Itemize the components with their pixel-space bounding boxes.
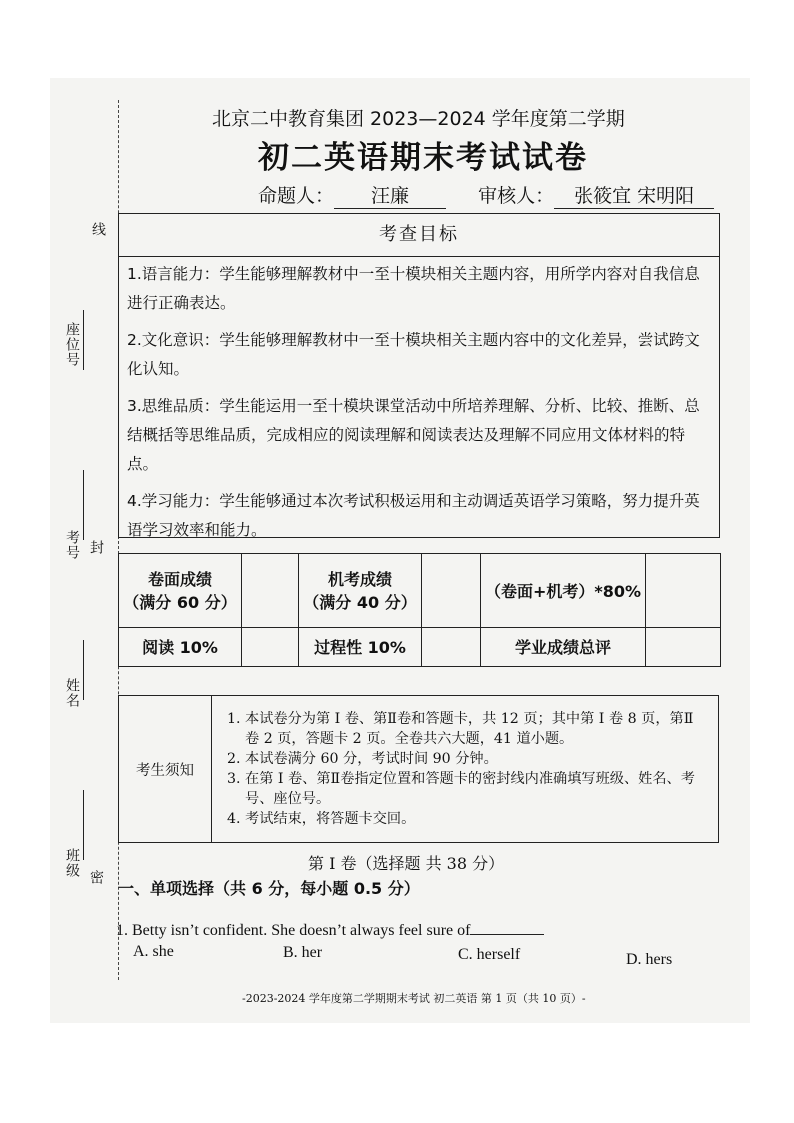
total-score-cell[interactable] xyxy=(646,627,721,666)
binding-line-label: 线 xyxy=(90,222,106,237)
author-line xyxy=(258,181,714,209)
author-label: 命题人： xyxy=(258,185,335,207)
process-score-label: 过程性 10% xyxy=(299,627,422,666)
candidate-notice-table xyxy=(118,695,719,843)
seat-number-label: 座位号 xyxy=(64,322,80,367)
author-name: 汪廉 xyxy=(334,181,446,209)
reading-score-cell[interactable] xyxy=(242,627,299,666)
computer-score-label xyxy=(299,554,422,628)
total-score-label: 学业成绩总评 xyxy=(481,627,646,666)
score-table xyxy=(118,553,721,667)
class-label: 班级 xyxy=(64,848,80,878)
name-label: 姓名 xyxy=(64,678,80,708)
notice-item: 1. 本试卷分为第 I 卷、第Ⅱ卷和答题卡，共 12 页；其中第 I 卷 8 页，第Ⅱ卷 2 页，答题卡 2 页。全卷共六大题，41 道小题。 xyxy=(245,709,707,749)
notice-item: 2. 本试卷满分 60 分，考试时间 90 分钟。 xyxy=(245,749,707,769)
question-1-text: 1. Betty isn’t confident. She doesn’t always feel sure of xyxy=(116,922,471,939)
goal-item: 2.文化意识：学生能够理解教材中一至十模块相关主题内容中的文化差异，尝试跨文化认知。 xyxy=(127,331,700,378)
notice-label: 考生须知 xyxy=(119,696,212,843)
combined-formula-label: （卷面+机考）*80% xyxy=(481,554,646,628)
exam-number-label: 考号 xyxy=(64,530,80,560)
seat-number-field-line[interactable] xyxy=(83,310,84,370)
exam-title: 初二英语期末考试试卷 xyxy=(258,140,588,176)
option-c[interactable]: C. herself xyxy=(458,946,521,963)
page-footer: -2023-2024 学年度第二学期期末考试 初二英语 第 1 页（共 10 页）- xyxy=(242,992,586,1005)
computer-score-title: 机考成绩 xyxy=(327,570,392,590)
paper-score-cell[interactable] xyxy=(242,554,299,628)
goal-item: 3.思维品质：学生能运用一至十模块课堂活动中所培养理解、分析、比较、推断、总结概括等思维品质，完成相应的阅读理解和阅读表达及理解不同应用文体材料的特点。 xyxy=(127,397,700,473)
paper-score-label xyxy=(119,554,242,628)
notice-item: 3. 在第 I 卷、第Ⅱ卷指定位置和答题卡的密封线内准确填写班级、姓名、考号、座位号。 xyxy=(245,769,707,809)
computer-score-cell[interactable] xyxy=(422,554,481,628)
name-field-line[interactable] xyxy=(83,640,84,700)
process-score-cell[interactable] xyxy=(422,627,481,666)
section-title: 第 I 卷（选择题 共 38 分） xyxy=(308,854,505,873)
computer-score-max: （满分 40 分） xyxy=(303,593,417,613)
question-stem xyxy=(116,922,544,940)
notice-content xyxy=(212,696,719,843)
goal-item: 4.学习能力：学生能够通过本次考试积极运用和主动调适英语学习策略，努力提升英语学习效率和能力。 xyxy=(127,492,700,539)
notice-item: 4. 考试结束，将答题卡交回。 xyxy=(245,809,707,829)
seal-char: 封 xyxy=(88,540,104,554)
option-b[interactable]: B. her xyxy=(283,944,323,961)
secret-char: 密 xyxy=(88,870,104,884)
goals-heading: 考查目标 xyxy=(119,214,719,257)
reviewer-label: 审核人： xyxy=(478,185,555,207)
combined-score-cell[interactable] xyxy=(646,554,721,628)
part-heading: 一、单项选择（共 6 分，每小题 0.5 分） xyxy=(118,879,420,898)
reading-score-label: 阅读 10% xyxy=(119,627,242,666)
class-field-line[interactable] xyxy=(83,790,84,860)
paper-score-max: （满分 60 分） xyxy=(123,593,237,613)
exam-title-line1: 北京二中教育集团 2023—2024 学年度第二学期 xyxy=(212,108,625,130)
exam-goals-box xyxy=(118,213,720,538)
answer-blank[interactable] xyxy=(470,934,544,935)
exam-number-field-line[interactable] xyxy=(83,470,84,540)
option-a[interactable]: A. she xyxy=(133,943,174,960)
reviewer-names: 张筱宜 宋明阳 xyxy=(554,181,714,209)
goal-item: 1.语言能力：学生能够理解教材中一至十模块相关主题内容，用所学内容对自我信息进行正确表达。 xyxy=(127,265,700,312)
option-d[interactable]: D. hers xyxy=(626,951,673,968)
paper-score-title: 卷面成绩 xyxy=(147,570,212,590)
